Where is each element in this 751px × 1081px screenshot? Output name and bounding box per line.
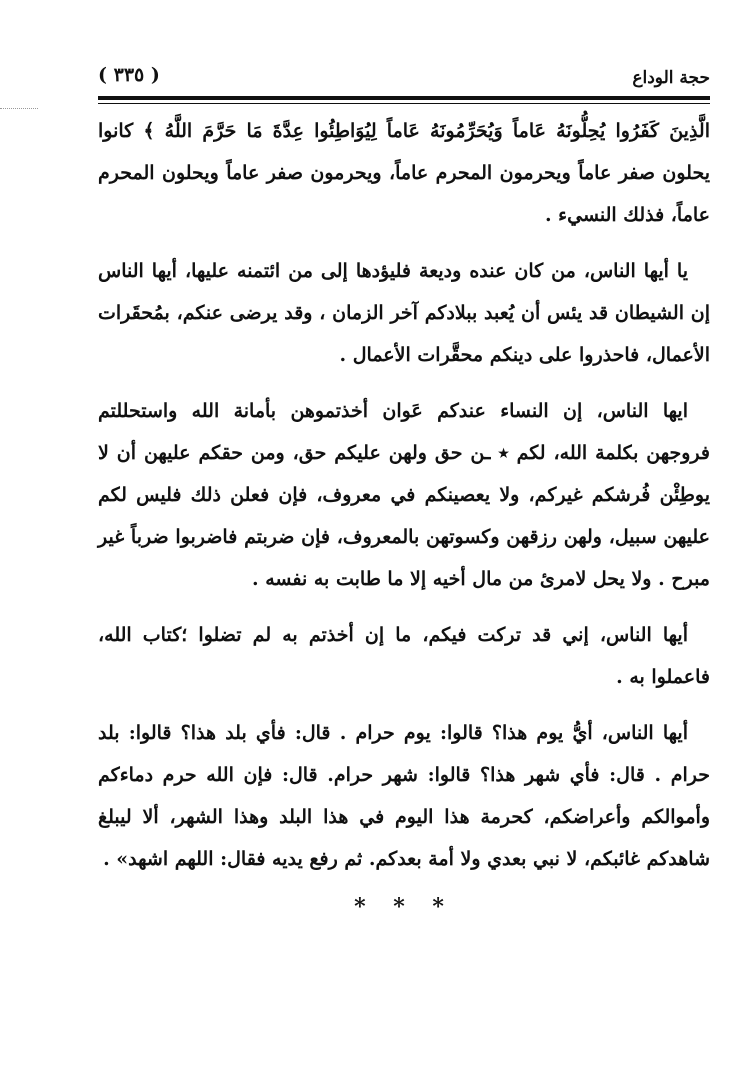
body-text — [98, 110, 710, 880]
paragraph-4 — [98, 614, 710, 698]
chapter-title: حجة الوداع — [632, 68, 710, 88]
paragraph-text: الَّذِينَ كَفَرُوا يُحِلُّونَهُ عَاماً وَيُحَرِّمُونَهُ عَاماً لِيُوَاطِئُوا عِدَّةَ مَا حَرَّمَ اللَّهُ ﴾ كانوا يحلون صفر عاماً ويحرمون المحرم عاماً، ويحرمون صفر عاماً ويحلون المحرم عاماً، فذلك النسيء . — [98, 120, 710, 226]
paragraph-text: يا أيها الناس، من كان عنده وديعة فليؤدها إلى من ائتمنه عليها، أيها الناس إن الشيطان قد يئس أن يُعبد ببلادكم آخر الزمان ، وقد يرضى عنكم، بمُحقَرات الأعمال، فاحذروا على دينكم محقَّرات الأعمال . — [98, 260, 710, 366]
header-rule-thin — [98, 103, 710, 104]
running-header — [98, 62, 710, 92]
paragraph-text: ايها الناس، إن النساء عندكم عَوان أخذتموهن بأمانة الله واستحللتم فروجهن بكلمة الله، لكم ٭ ـن حق ولهن عليكم حق، ومن حقكم عليهن أن لا يوطِئْن فُرشكم غيركم، ولا يعصينكم في معروف، فإن فعلن ذلك فليس لكم عليهن سبيل، ولهن رزقهن وكسوتهن بالمعروف، فإن ضربتم فاضربوا ضرباً غير مبرح . ولا يحل لامرئ من مال أخيه إلا ما طابت به نفسه . — [98, 400, 710, 590]
paragraph-text: أيها الناس، أيُّ يوم هذا؟ قالوا: يوم حرام . قال: فأي بلد هذا؟ قالوا: بلد حرام . قال: فأي شهر هذا؟ قالوا: شهر حرام. قال: فإن الله حرم دماءكم وأموالكم وأعراضكم، كحرمة هذا اليوم في هذا البلد وهذا الشهر، ألا ليبلغ شاهدكم غائبكم، لا نبي بعدي ولا أمة بعدكم. ثم رفع يديه فقال: اللهم اشهد» . — [98, 722, 710, 870]
section-separator: * * * — [354, 894, 454, 920]
header-rule — [98, 96, 710, 100]
paragraph-5 — [98, 712, 710, 880]
scan-edge-mark — [0, 108, 38, 109]
book-page — [98, 62, 710, 920]
paragraph-text: أيها الناس، إني قد تركت فيكم، ما إن أخذتم به لم تضلوا ؛كتاب الله، فاعملوا به . — [98, 624, 710, 688]
page-number: ( ٣٣٥ ) — [98, 64, 160, 86]
paragraph-1 — [98, 110, 710, 236]
paragraph-2 — [98, 250, 710, 376]
paragraph-3 — [98, 390, 710, 600]
